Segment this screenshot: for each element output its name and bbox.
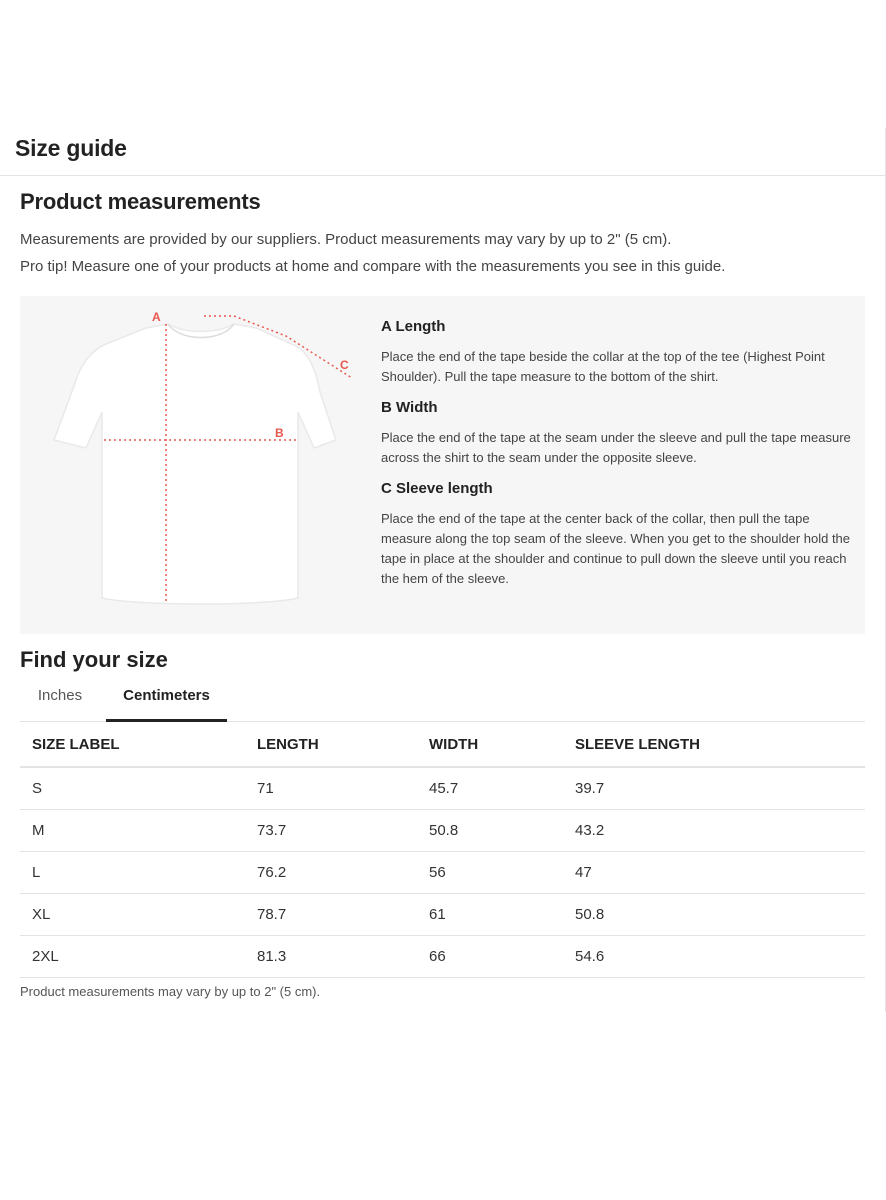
product-measurements-title: Product measurements (20, 189, 261, 214)
tshirt-diagram (46, 308, 356, 614)
table-cell: 81.3 (245, 935, 417, 977)
table-row (20, 851, 865, 893)
table-cell: 73.7 (245, 809, 417, 851)
table-cell: 56 (417, 851, 563, 893)
measurement-guide (20, 296, 865, 634)
table-cell: 39.7 (563, 767, 865, 809)
tab-inches[interactable]: Inches (37, 687, 83, 704)
length-title: A Length (381, 318, 446, 335)
find-your-size-title: Find your size (20, 647, 168, 672)
table-cell: 66 (417, 935, 563, 977)
table-row (20, 767, 865, 809)
sleeve-length-description: Place the end of the tape at the center back of the collar, then pull the tape measure along the top seam of the sleeve. When you get to the shoulder hold the tape in place at the shoulder and continue to pull down the sleeve until you reach the hem of the sleeve. (381, 511, 851, 586)
table-cell: 50.8 (417, 809, 563, 851)
size-table (20, 723, 865, 978)
table-footnote: Product measurements may vary by up to 2" (5 cm). (20, 984, 321, 999)
table-row (20, 935, 865, 977)
table-cell: 50.8 (563, 893, 865, 935)
size-guide-title: Size guide (15, 135, 127, 161)
column-header: LENGTH (245, 723, 417, 767)
length-description: Place the end of the tape beside the collar at the top of the tee (Highest Point Shoulder). Pull the tape measure to the bottom of the shirt. (381, 349, 825, 384)
table-cell: L (20, 851, 245, 893)
column-header: WIDTH (417, 723, 563, 767)
column-header: SLEEVE LENGTH (563, 723, 865, 767)
size-guide-panel (0, 128, 886, 1012)
table-cell: 47 (563, 851, 865, 893)
table-row (20, 809, 865, 851)
width-description: Place the end of the tape at the seam under the sleeve and pull the tape measure across the shirt to the seam under the opposite sleeve. (381, 430, 851, 465)
table-cell: 76.2 (245, 851, 417, 893)
table-cell: 45.7 (417, 767, 563, 809)
label-a: A (152, 310, 161, 324)
table-header-row (20, 723, 865, 767)
unit-tabs (20, 674, 865, 722)
table-cell: S (20, 767, 245, 809)
label-c: C (340, 358, 349, 372)
table-cell: 61 (417, 893, 563, 935)
table-cell: 54.6 (563, 935, 865, 977)
label-b: B (275, 426, 284, 440)
table-cell: 2XL (20, 935, 245, 977)
sleeve-length-title: C Sleeve length (381, 480, 493, 497)
table-row (20, 893, 865, 935)
table-cell: 78.7 (245, 893, 417, 935)
tshirt-shape (54, 324, 336, 604)
table-cell: XL (20, 893, 245, 935)
table-cell: 71 (245, 767, 417, 809)
size-guide-header (0, 128, 885, 176)
pro-tip-note: Pro tip! Measure one of your products at home and compare with the measurements you see in this guide. (20, 258, 726, 275)
column-header: SIZE LABEL (20, 723, 245, 767)
table-cell: M (20, 809, 245, 851)
table-cell: 43.2 (563, 809, 865, 851)
measurement-descriptions (381, 318, 851, 601)
width-title: B Width (381, 399, 438, 416)
measurements-note: Measurements are provided by our suppliers. Product measurements may vary by up to 2" (5 cm). (20, 231, 672, 248)
tab-centimeters[interactable]: Centimeters (106, 674, 227, 722)
